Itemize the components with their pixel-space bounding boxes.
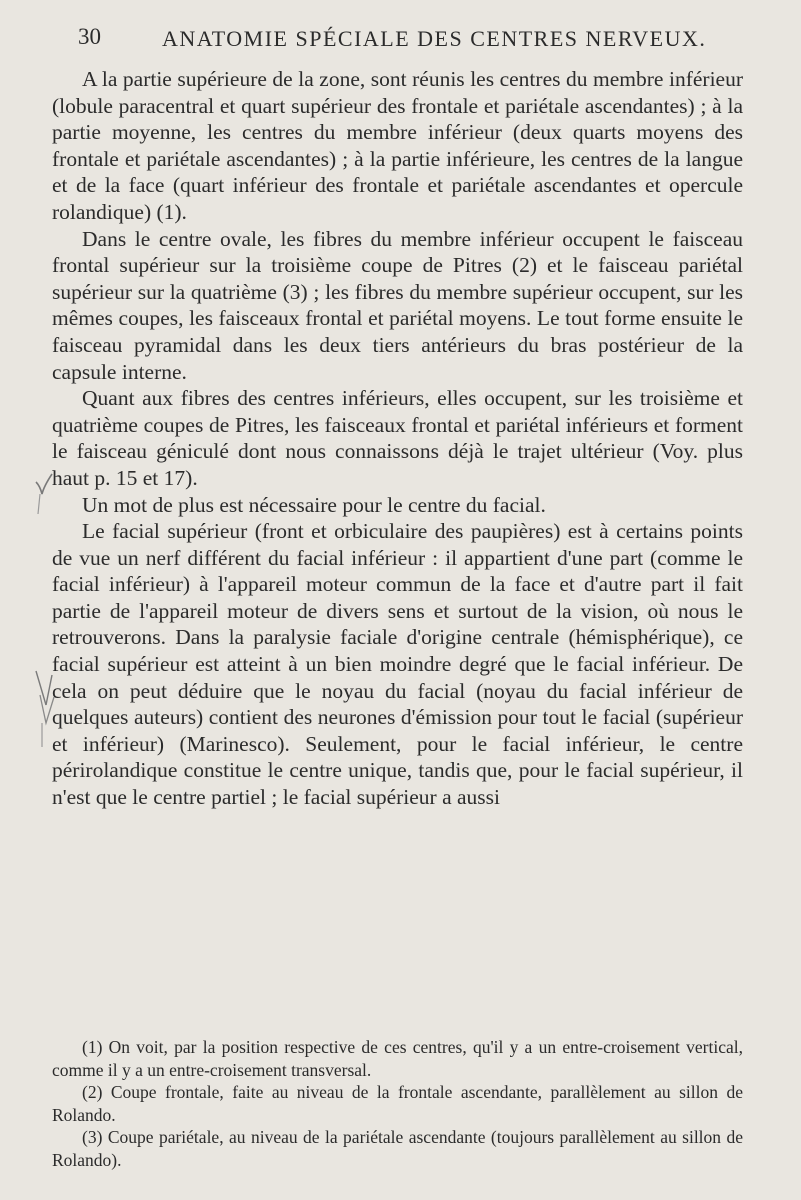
footnote-2: (2) Coupe frontale, faite au niveau de la frontale ascendante, parallèlement au sillon de Rolando.	[52, 1082, 743, 1125]
paragraph-centre-facial: Un mot de plus est nécessaire pour le centre du facial.	[82, 492, 546, 517]
paragraph-centres-inferieurs: Quant aux fibres des centres inférieurs, elles occupent, sur les troisième et quatrième coupes de Pitres, les faisceaux frontal et pariétal inférieurs et forment le faisceau géniculé dont nous connaissons déjà le trajet ultérieur (Voy. plus haut p. 15 et 17).	[52, 386, 743, 490]
paragraph-centre-ovale: Dans le centre ovale, les fibres du membre inférieur occupent le faisceau frontal supérieur sur la troisième coupe de Pitres (2) et le faisceau pariétal supérieur sur la quatrième (3) ; les fibres du membre supérieur occupent, sur les mêmes coupes, les faisceaux frontal et pariétal moyens. Le tout forme ensuite le faisceau pyramidal dans les deux tiers antérieurs du bras postérieur de la capsule interne.	[52, 226, 743, 384]
page-number: 30	[78, 24, 101, 49]
pencil-margin-lines-icon	[32, 665, 62, 775]
pencil-check-mark-icon	[30, 464, 66, 534]
running-head: ANATOMIE SPÉCIALE DES CENTRES NERVEUX.	[162, 26, 707, 51]
paragraph-facial-superieur: Le facial supérieur (front et orbiculaire des paupières) est à certains points de vue un nerf différent du facial inférieur : il appartient d'une part (comme le facial inférieur) à l'appareil moteur commun de la face et d'autre part il fait partie de l'appareil moteur de divers sens et surtout de la vision, où nous le retrouverons. Dans la paralysie faciale d'origine centrale (hémisphérique), ce facial supérieur est atteint à un bien moindre degré que le facial inférieur. De cela on peut déduire que le noyau du facial (noyau du facial inférieur de quelques auteurs) contient des neurones d'émission pour tout le facial (supérieur et inférieur) (Marinesco). Seulement, pour le facial inférieur, le centre périrolandique constitue le centre unique, tandis que, pour le facial supérieur, il n'est que le centre partiel ; le facial supérieur a aussi	[52, 519, 743, 810]
page-header	[78, 24, 738, 54]
body-text	[52, 66, 743, 811]
footnote-1: (1) On voit, par la position respective de ces centres, qu'il y a un entre-croisement vertical, comme il y a un entre-croisement transversal.	[52, 1037, 743, 1080]
footnote-3: (3) Coupe pariétale, au niveau de la pariétale ascendante (toujours parallèlement au sillon de Rolando).	[52, 1127, 743, 1170]
paragraph-zone-centres: A la partie supérieure de la zone, sont réunis les centres du membre inférieur (lobule paracentral et quart supérieur des frontale et pariétale ascendantes) ; à la partie moyenne, les centres du membre inférieur (deux quarts moyens des frontale et pariétale ascendantes) ; à la partie inférieure, les centres de la langue et de la face (quart inférieur des frontale et pariétale ascendantes et opercule rolandique) (1).	[52, 67, 743, 224]
footnotes	[52, 1036, 743, 1172]
